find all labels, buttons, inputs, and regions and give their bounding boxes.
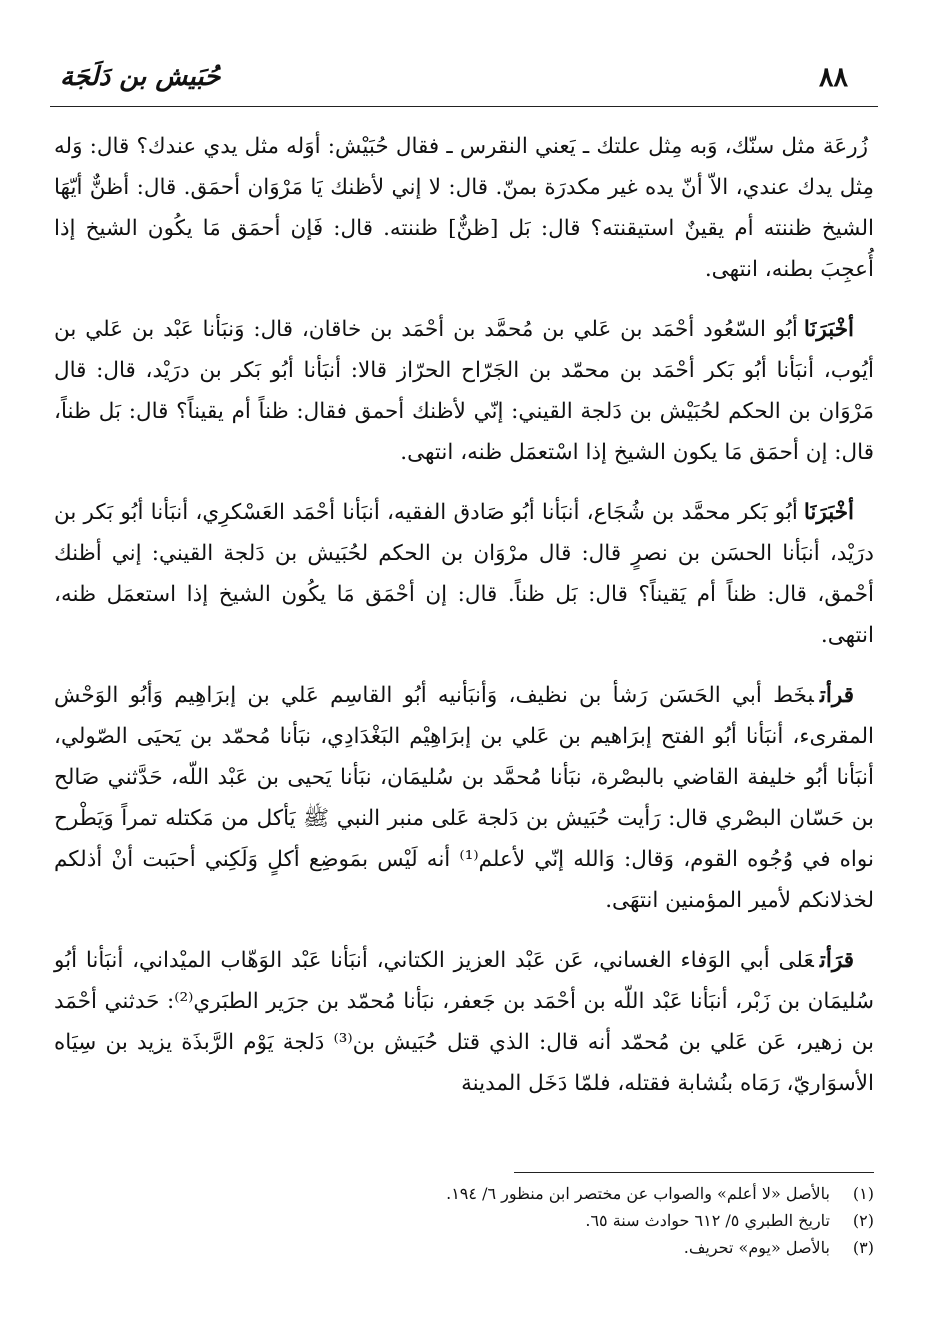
page-number: ٨٨: [818, 62, 848, 93]
footnotes: [300, 1180, 874, 1261]
footnote-number: (٣): [852, 1238, 874, 1257]
paragraph-lead: قرَأت: [819, 948, 854, 973]
paragraph: [54, 675, 874, 921]
paragraph-text: عَلى أبي الوَفاء الغساني، عَن عَبْد العزيز الكتاني، أنبَأنا عَبْد الوَهّاب الميْداني، أنبَأنا أبُو سُليمَان بن زَبْر، أنبَأنا عَبْد اللّه بن أحْمَد بن جَعفر، نبَأنا مُحمّد بن جرَير الطبَري⁽²⁾: حَدثني أحْمَد بن زهير، عَن عَلي بن مُحمّد أنه قال: الذي قتل حُبَيش بن⁽³⁾ دَلجة يَوْم الرَّبذَة يزيد بن سِيَاه الأسوَاريّ، رَمَاه بنُشابة فقتله، فلمّا دَخَل المدينة: [54, 948, 875, 1096]
running-header: [60, 58, 868, 98]
footnote: [300, 1207, 874, 1234]
header-divider: [50, 106, 878, 107]
footnote-text: بالأصل «لا أعلم» والصواب عن مختصر ابن منظور ٦/ ١٩٤.: [446, 1184, 830, 1203]
paragraph-lead: قرأت: [819, 683, 854, 708]
paragraph-text: أبُو بَكر محمَّد بن شُجَاع، أنبَأنا أبُو صَادق الفقيه، أنبَأنا أحْمَد العَسْكرِي، أنبَأنا أبُو بَكر بن درَيْد، أنبَأنا الحسَن بن نصرٍ قال: قال مرْوَان بن الحكم لحُبَيش بن دَلجة القيني: إني أظنك أحْمق، قال: ظناً أم يَقيناً؟ قال: بَل ظناً. قال: إن أحْمَق مَا يكُون الشيخ إذا استعمَل ظنه، انتهى.: [54, 500, 874, 648]
footnote-divider: [514, 1172, 874, 1173]
footnote: [300, 1180, 874, 1207]
footnote-number: (٢): [852, 1211, 874, 1230]
paragraph-text: بخَط أبي الحَسَن رَشأ بن نظيف، وَأنبَأنيه أبُو القاسِم عَلي بن إبرَاهِيم وَأبُو الوَحْش المقرىء، أنبَأنا أبُو الفتح إبرَاهيم بن عَلي بن إبرَاهِيْم البَغْدَادِي، نبَأنا مُحمّد بن يَحيَى الصّولي، أنبَأنا أبُو خليفة القاضي بالبصْرة، نبَأنا مُحمَّد بن سُليمَان، نبَأنا يَحيى بن عَبْد اللّه، حَدَّثني صَالح بن حَسّان البصْري قال: رَأيت حُبَيش بن دَلجة عَلى منبر النبي ﷺ يَأكل من مَكتله تمراً وَيَطْرح نواه في وُجُوه القوم، وَقال: وَالله إنّي لأعلم⁽¹⁾ أنه لَيْس بمَوضِع أكلٍ وَلَكِني أحبَبت أنْ أذلكم لخذلانكم لأمير المؤمنين انتهَى.: [54, 683, 874, 913]
paragraph: [54, 309, 874, 473]
header-title: حُبَيش بن دَلَجَة: [60, 62, 221, 92]
paragraph: [54, 940, 874, 1104]
footnote-number: (١): [852, 1184, 874, 1203]
paragraph-text: أبُو السّعُود أحْمَد بن عَلي بن مُحمَّد بن أحْمَد بن خاقان، قال: وَنبَأنا عَبْد بن عَلي بن أيُوب، أنبَأنا أبُو بَكر أحْمَد بن محمّد بن الجَرّاح الحرّاز قالا: أنبَأنا أبُو بَكر بن درَيْد، قال: قال مَرْوَان بن الحكم لحُبَيْش بن دَلجة القيني: إنّي لأظنك أحمق فقال: ظناً أم يقيناً؟ قال: بَل ظناً، قال: إن أحمَق مَا يكون الشيخ إذا اسْتعمَل ظنه، انتهى.: [54, 317, 874, 465]
paragraph-text: زُرعَة مثل سنّك، وَبه مِثل علتك ـ يَعني النقرس ـ فقال حُبَيْش: أوَله مثل يدي عندك؟ قال: وَله مِثل يدك عندي، الاّ أنّ يده غير مكدرَة بمنّ. قال: لا إني لأظنك يَا مَرْوَان أحمَق. قال: أظنٌّ أيّهَا الشيخ ظننته أم يقينٌ استيقنته؟ قال: بَل [ظنٌّ] ظننته. قال: فَإن أحمَق مَا يكُون الشيخ إذا أُعجِبَ بطنه، انتهى.: [54, 134, 874, 282]
footnote-text: بالأصل «يوم» تحريف.: [683, 1238, 830, 1257]
paragraph-lead: أخْبَرَنَا: [803, 500, 854, 525]
footnote: [300, 1234, 874, 1261]
paragraph: [54, 492, 874, 656]
paragraph-lead: أخْبَرَنَا: [803, 317, 854, 342]
footnote-text: تاريخ الطبري ٥/ ٦١٢ حوادث سنة ٦٥.: [585, 1211, 830, 1230]
main-text: [54, 126, 874, 1123]
paragraph: [54, 126, 874, 290]
